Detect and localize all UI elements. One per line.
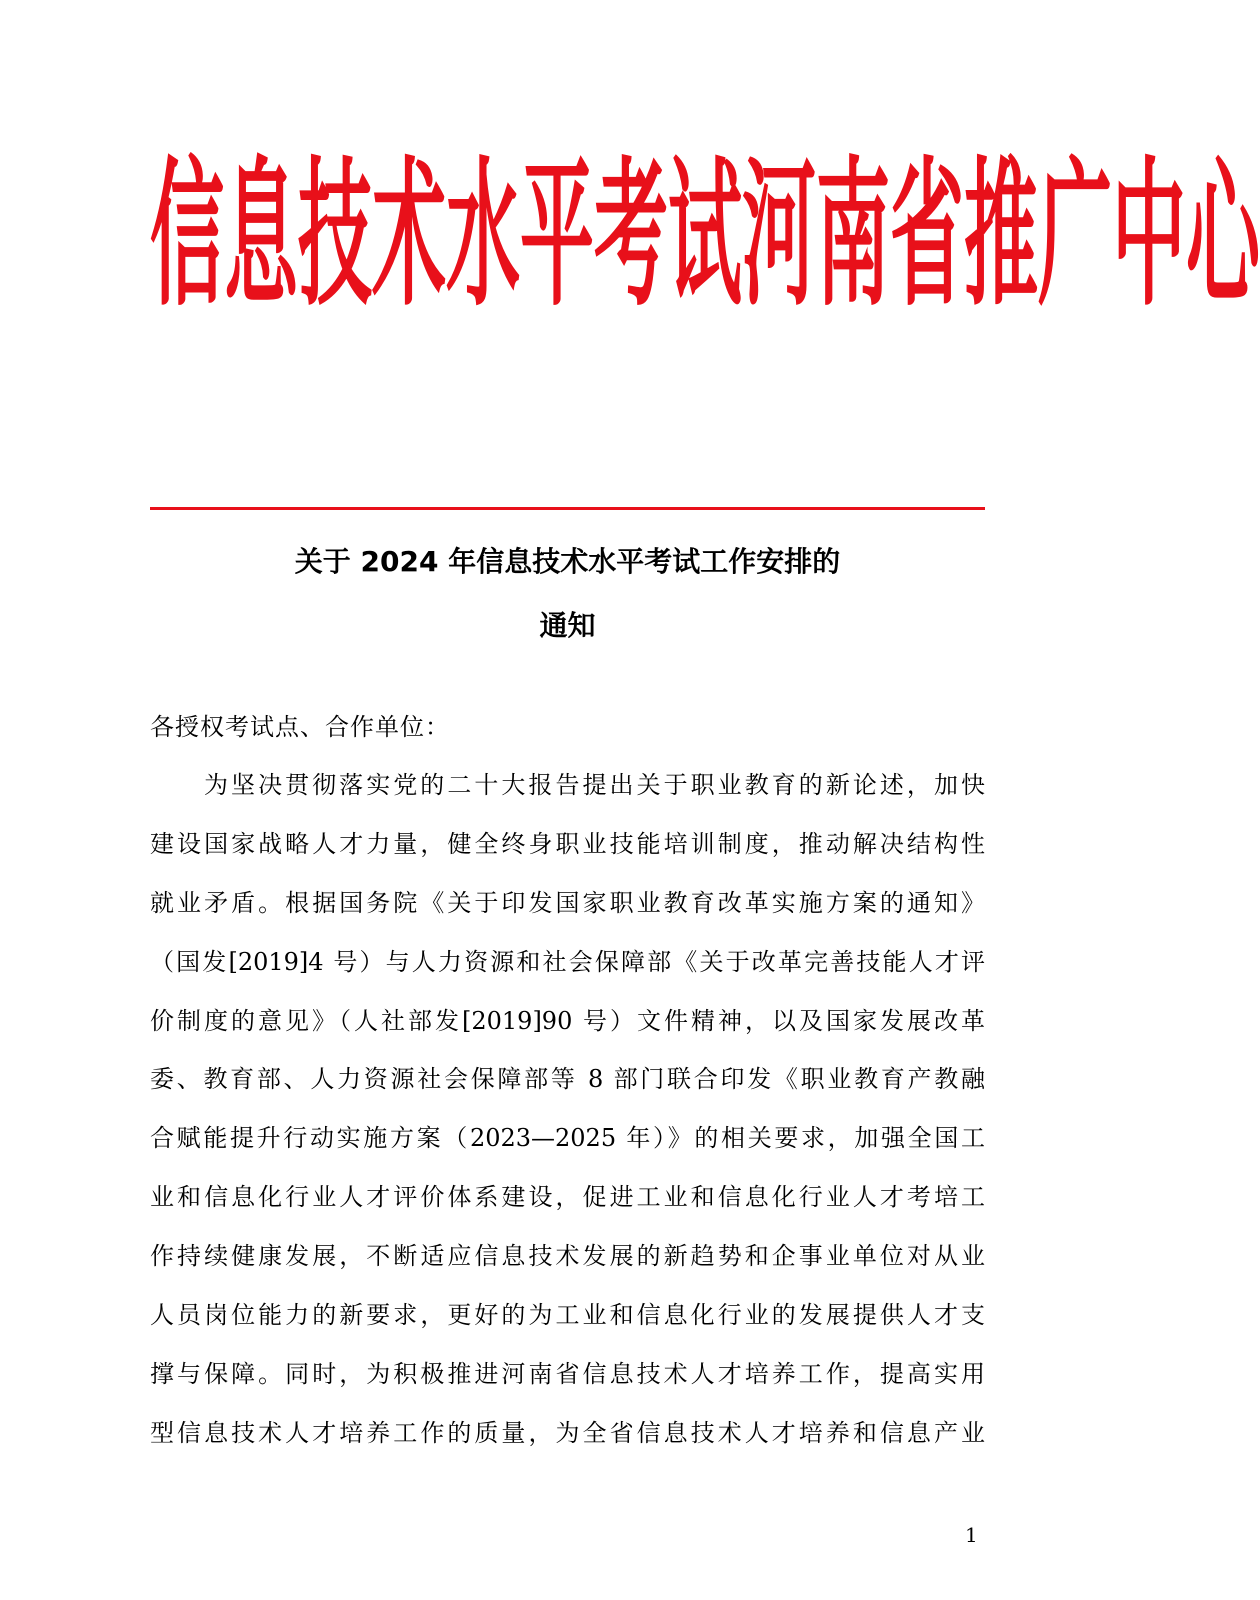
masthead-char: 推 xyxy=(964,143,1038,328)
body-line: （国发[2019]4 号）与人力资源和社会保障部《关于改革完善技能人才评 xyxy=(150,947,985,976)
masthead-char: 省 xyxy=(890,143,964,328)
masthead-char: 考 xyxy=(594,143,668,328)
masthead-char: 水 xyxy=(446,143,520,328)
body-line: 价制度的意见》（人社部发[2019]90 号）文件精神，以及国家发展改革 xyxy=(150,1006,985,1035)
masthead-char: 心 xyxy=(1186,143,1260,328)
body-paragraph xyxy=(150,770,985,1477)
masthead-char: 信 xyxy=(150,143,224,328)
body-line: 人员岗位能力的新要求，更好的为工业和信息化行业的发展提供人才支 xyxy=(150,1301,985,1330)
salutation: 各授权考试点、合作单位： xyxy=(150,713,450,741)
document-title-line1: 关于 2024 年信息技术水平考试工作安排的 xyxy=(294,545,841,578)
body-line: 作持续健康发展，不断适应信息技术发展的新趋势和企事业单位对从业 xyxy=(150,1242,985,1271)
masthead-char: 技 xyxy=(298,143,372,328)
body-line: 合赋能提升行动实施方案（2023—2025 年）》的相关要求，加强全国工 xyxy=(150,1124,985,1153)
masthead-char: 试 xyxy=(668,143,742,328)
masthead-char: 中 xyxy=(1112,143,1186,328)
masthead-char: 平 xyxy=(520,143,594,328)
body-line: 业和信息化行业人才评价体系建设，促进工业和信息化行业人才考培工 xyxy=(150,1183,985,1212)
body-line: 就业矛盾。根据国务院《关于印发国家职业教育改革实施方案的通知》 xyxy=(150,888,985,917)
masthead-divider xyxy=(150,507,985,510)
body-line: 委、教育部、人力资源社会保障部等 8 部门联合印发《职业教育产教融 xyxy=(150,1065,985,1094)
body-line: 撑与保障。同时，为积极推进河南省信息技术人才培养工作，提高实用 xyxy=(150,1359,985,1388)
masthead-char: 南 xyxy=(816,143,890,328)
masthead-char: 河 xyxy=(742,143,816,328)
masthead-title xyxy=(150,143,1260,328)
body-line: 型信息技术人才培养工作的质量，为全省信息技术人才培养和信息产业 xyxy=(150,1418,985,1447)
document-title-line2: 通知 xyxy=(539,609,596,642)
masthead-char: 术 xyxy=(372,143,446,328)
masthead-char: 广 xyxy=(1038,143,1112,328)
body-line: 建设国家战略人才力量，健全终身职业技能培训制度，推动解决结构性 xyxy=(150,829,985,858)
masthead-char: 息 xyxy=(224,143,298,328)
body-line: 为坚决贯彻落实党的二十大报告提出关于职业教育的新论述，加快 xyxy=(204,771,985,799)
page-number: 1 xyxy=(965,1523,978,1547)
